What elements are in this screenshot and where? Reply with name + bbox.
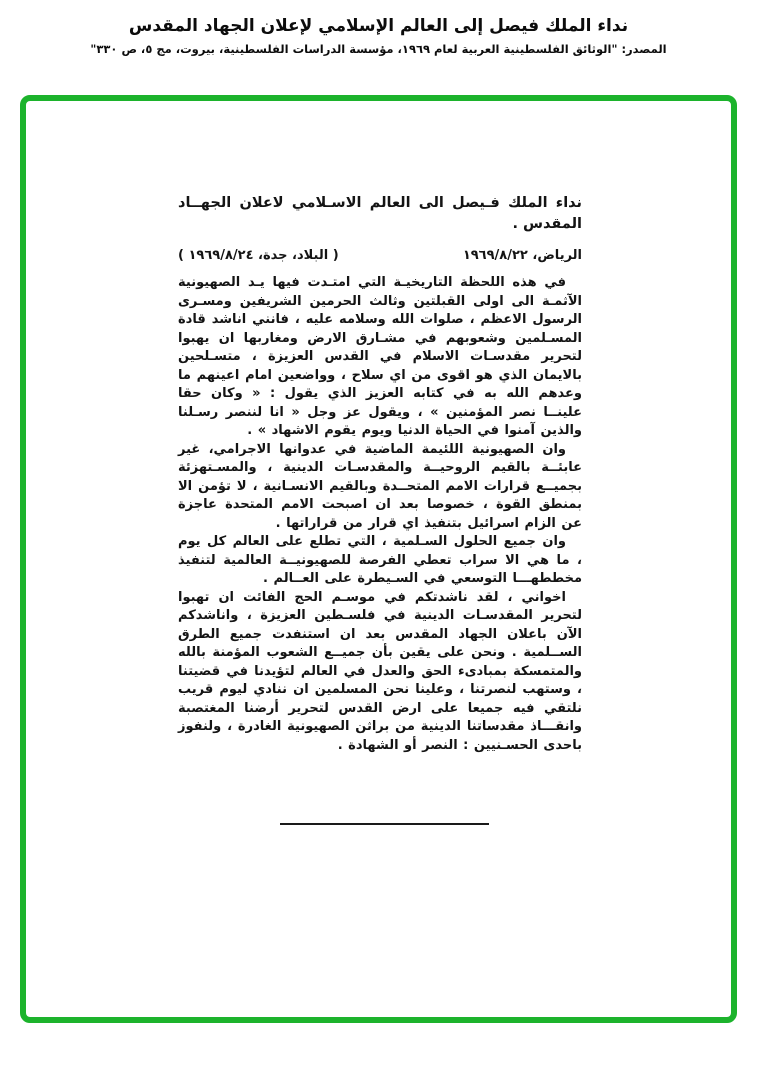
dateline — [178, 248, 582, 263]
body-paragraph: اخواني ، لقد ناشدتكم في موسـم الحج الفائت ان تهبوا لتحرير المقدسـات الدينية في فلسـطين العزيزة ، واناشدكم الآن باعلان الجهاد المقدس بعد ان استنفدت جميع الطرق الســلمية . ونحن على يقين بأن جميــع الشعوب المؤمنة بالله والمتمسكة بمبادىء الحق والعدل في العالم لتؤيدنا في قضيتنا ، وستهب لنصرتنا ، وعلينا نحن المسلمين ان ننادي ليوم قريب نلتقي فيه جميعا على ارض القدس لتحرير أرضنا المغتصبة وانقـــاذ مقدساتنا الدينية من براثن الصهيونية الغادرة ، ولنفوز باحدى الحسـنيين : النصر أو الشهادة . — [178, 589, 582, 753]
body-paragraph: وان الصهيونية اللئيمة الماضية في عدوانها الاجرامي، غير عابئــة بالقيم الروحيــة والمقدسـات الدينية ، والمسـتهزئة بجميــع قرارات الامم المتحــدة وبالقيم الانسـانية ، لا تؤمن الا بمنطق القوة ، خصوصا بعد ان اصبحت الامم المتحدة عاجزة عن الزام اسرائيل بتنفيذ اي قرار من قراراتها . — [178, 441, 582, 531]
source-citation: المصدر: "الوثائق الفلسطينية العربية لعام ١٩٦٩، مؤسسة الدراسات الفلسطينية، بيروت، مج ٥، ص ٣٣٠" — [90, 42, 667, 56]
document-title: نداء الملك فـيصل الى العالم الاسـلامي لاعلان الجهــاد المقدس . — [178, 195, 582, 232]
dateline-newspaper: ( البلاد، جدة، ١٩٦٩/٨/٢٤ ) — [178, 248, 339, 263]
page-header — [0, 16, 757, 56]
page-title: نداء الملك فيصل إلى العالم الإسلامي لإعلان الجهاد المقدس — [128, 16, 629, 36]
body-paragraph: في هذه اللحظة التاريخيـة التي امتـدت فيها يـد الصهيونية الآثمـة الى اولى القبلتين وثالث الحرمين الشريفين ومسـرى الرسول الاعظم ، صلوات الله وسلامه عليه ، فانني اناشد قادة المسـلمين وشعوبهم في مشـارق الارض ومغاربها ان يهبوا لتحرير مقدسـات الاسلام في القدس العزيزة ، متسـلحين بالايمان الذي هو اقوى من اي سلاح ، وواضعين امام اعينهم ما وعدهم الله به في كتابه العزيز الذي يقول : « وكان حقا علينــا نصر المؤمنين » ، ويقول عز وجل « انا لننصر رسـلنا والذين آمنوا في الحياة الدنيا ويوم يقوم الاشهاد » . — [178, 275, 582, 438]
document-frame — [20, 95, 737, 1023]
document-scan — [178, 193, 582, 755]
dateline-riyadh: الرياض، ١٩٦٩/٨/٢٢ — [462, 248, 582, 263]
body-paragraph: وان جميع الحلول السـلمية ، التي تطلع على العالم كل يوم ، ما هي الا سراب تعطي الفرصة للصهيونيــة العالمية لتنفيذ مخططهـــا التوسعي في السـيطرة على العــالم . — [178, 534, 582, 586]
divider-rule — [280, 823, 489, 825]
